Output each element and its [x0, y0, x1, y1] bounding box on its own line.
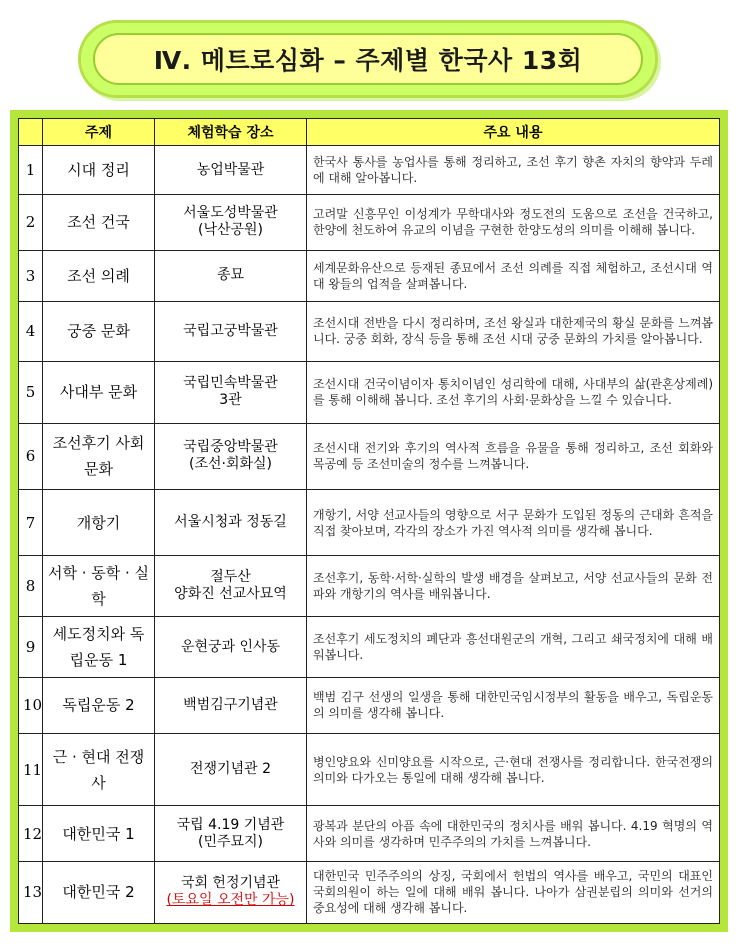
- row-place-sub: (민주묘지): [197, 833, 264, 850]
- row-place-cell: [155, 617, 307, 678]
- row-content: 조선시대 전기와 후기의 역사적 흐름을 유물을 통해 정리하고, 조선 회화와 목공예 등 조선미술의 정수를 느껴봅니다.: [307, 423, 720, 489]
- row-content: 한국사 통사를 농업사를 통해 정리하고, 조선 후기 향촌 자치의 향약과 두레에 대해 알아봅니다.: [307, 146, 720, 195]
- row-number: 1: [19, 146, 43, 195]
- row-number: 12: [19, 806, 43, 862]
- title-banner-inner: [93, 33, 643, 85]
- table-header-row: [19, 119, 720, 146]
- table-row: [19, 678, 720, 734]
- row-place-cell: [155, 423, 307, 489]
- page-title: Ⅳ. 메트로심화 – 주제별 한국사 13회: [153, 46, 583, 75]
- row-place: 전쟁기념관 2: [190, 761, 271, 778]
- row-topic: 궁중 문화: [43, 302, 155, 362]
- row-topic: 조선 의례: [43, 250, 155, 301]
- row-place-cell: [155, 302, 307, 362]
- row-place: 국립중앙박물관: [183, 439, 278, 456]
- row-place: 운현궁과 인사동: [180, 638, 281, 655]
- row-place-sub: (조선·회화실): [189, 456, 272, 473]
- table-row: [19, 146, 720, 195]
- row-content: 조선후기, 동학·서학·실학의 발생 배경을 살펴보고, 서양 선교사들의 문화 전파와 개항기의 역사를 배워봅니다.: [307, 556, 720, 617]
- row-place-cell: [155, 556, 307, 617]
- row-number: 5: [19, 361, 43, 423]
- row-place: 절두산: [210, 569, 251, 586]
- row-place: 국립민속박물관: [183, 375, 278, 392]
- table-row: [19, 423, 720, 489]
- row-place: 백범김구기념관: [183, 696, 278, 713]
- row-topic: 조선후기 사회문화: [43, 423, 155, 489]
- row-place: 농업박물관: [196, 161, 265, 178]
- row-number: 4: [19, 302, 43, 362]
- table-row: [19, 861, 720, 923]
- header-topic: 주제: [43, 119, 155, 146]
- row-number: 13: [19, 861, 43, 923]
- header-place: 체험학습 장소: [155, 119, 307, 146]
- table-row: [19, 556, 720, 617]
- row-number: 7: [19, 490, 43, 556]
- row-place: 종묘: [216, 267, 245, 284]
- row-place-sub: (낙산공원): [197, 222, 264, 239]
- row-place-cell: [155, 861, 307, 923]
- row-place-sub: 양화진 선교사묘역: [174, 586, 287, 603]
- row-content: 백범 김구 선생의 일생을 통해 대한민국임시정부의 활동을 배우고, 독립운동의 의미를 생각해 봅니다.: [307, 678, 720, 734]
- row-number: 9: [19, 617, 43, 678]
- row-place-cell: [155, 146, 307, 195]
- row-place-cell: [155, 678, 307, 734]
- title-banner: [78, 20, 658, 98]
- row-topic: 조선 건국: [43, 195, 155, 251]
- row-place: 국회 헌정기념관: [180, 875, 281, 892]
- header-num: [19, 119, 43, 146]
- row-number: 6: [19, 423, 43, 489]
- row-place: 서울도성박물관: [183, 205, 278, 222]
- row-topic: 근 · 현대 전쟁사: [43, 733, 155, 806]
- row-place-sub: 3관: [219, 392, 242, 409]
- row-content: 병인양요와 신미양요를 시작으로, 근·현대 전쟁사를 정리합니다. 한국전쟁의 의미와 다가오는 통일에 대해 생각해 봅니다.: [307, 733, 720, 806]
- row-content: 조선후기 세도정치의 폐단과 흥선대원군의 개혁, 그리고 쇄국정치에 대해 배워봅니다.: [307, 617, 720, 678]
- row-topic: 세도정치와 독립운동 1: [43, 617, 155, 678]
- row-topic: 대한민국 2: [43, 861, 155, 923]
- header-content: 주요 내용: [307, 119, 720, 146]
- row-topic: 사대부 문화: [43, 361, 155, 423]
- row-number: 8: [19, 556, 43, 617]
- table-row: [19, 361, 720, 423]
- row-number: 11: [19, 733, 43, 806]
- table-row: [19, 250, 720, 301]
- row-place-cell: [155, 250, 307, 301]
- row-place-cell: [155, 195, 307, 251]
- row-place-cell: [155, 361, 307, 423]
- row-place-note: (토요일 오전만 가능): [166, 892, 295, 909]
- table-row: [19, 733, 720, 806]
- row-place: 국립 4.19 기념관: [176, 816, 285, 833]
- table-row: [19, 617, 720, 678]
- row-topic: 시대 정리: [43, 146, 155, 195]
- curriculum-table: [18, 118, 720, 924]
- row-place-cell: [155, 733, 307, 806]
- table-row: [19, 806, 720, 862]
- row-number: 3: [19, 250, 43, 301]
- row-content: 조선시대 전반을 다시 정리하며, 조선 왕실과 대한제국의 황실 문화를 느껴봅니다. 궁중 회화, 장식 등을 통해 조선 시대 궁중 문화의 가치를 알아봅니다.: [307, 302, 720, 362]
- row-content: 개항기, 서양 선교사들의 영향으로 서구 문화가 도입된 정동의 근대화 흔적을 직접 찾아보며, 각각의 장소가 가진 역사적 의미를 생각해 봅니다.: [307, 490, 720, 556]
- row-content: 고려말 신흥무인 이성계가 무학대사와 정도전의 도움으로 조선을 건국하고, 한양에 천도하여 유교의 이념을 구현한 한양도성의 의미를 이해해 봅니다.: [307, 195, 720, 251]
- table-row: [19, 195, 720, 251]
- row-content: 조선시대 건국이념이자 통치이념인 성리학에 대해, 사대부의 삶(관혼상제례)를 통해 이해해 봅니다. 조선 후기의 사회·문화상을 느낄 수 있습니다.: [307, 361, 720, 423]
- row-place-cell: [155, 490, 307, 556]
- row-number: 2: [19, 195, 43, 251]
- row-content: 광복과 분단의 아픔 속에 대한민국의 정치사를 배워 봅니다. 4.19 혁명의 역사와 의미를 생각하며 민주주의의 가치를 느껴봅니다.: [307, 806, 720, 862]
- row-content: 대한민국 민주주의의 상징, 국회에서 헌법의 역사를 배우고, 국민의 대표인 국회의원이 하는 일에 대해 배워 봅니다. 나아가 삼권분립의 의미와 선거의 중요성에 대해 생각해 봅니다.: [307, 861, 720, 923]
- row-topic: 대한민국 1: [43, 806, 155, 862]
- row-place: 국립고궁박물관: [183, 322, 278, 339]
- row-place: 서울시청과 정동길: [174, 514, 287, 531]
- row-place-cell: [155, 806, 307, 862]
- row-content: 세계문화유산으로 등재된 종묘에서 조선 의례를 직접 체험하고, 조선시대 역대 왕들의 업적을 살펴봅니다.: [307, 250, 720, 301]
- table-row: [19, 490, 720, 556]
- table-row: [19, 302, 720, 362]
- row-number: 10: [19, 678, 43, 734]
- row-topic: 서학 · 동학 · 실학: [43, 556, 155, 617]
- row-topic: 독립운동 2: [43, 678, 155, 734]
- row-topic: 개항기: [43, 490, 155, 556]
- table-frame: [10, 110, 728, 932]
